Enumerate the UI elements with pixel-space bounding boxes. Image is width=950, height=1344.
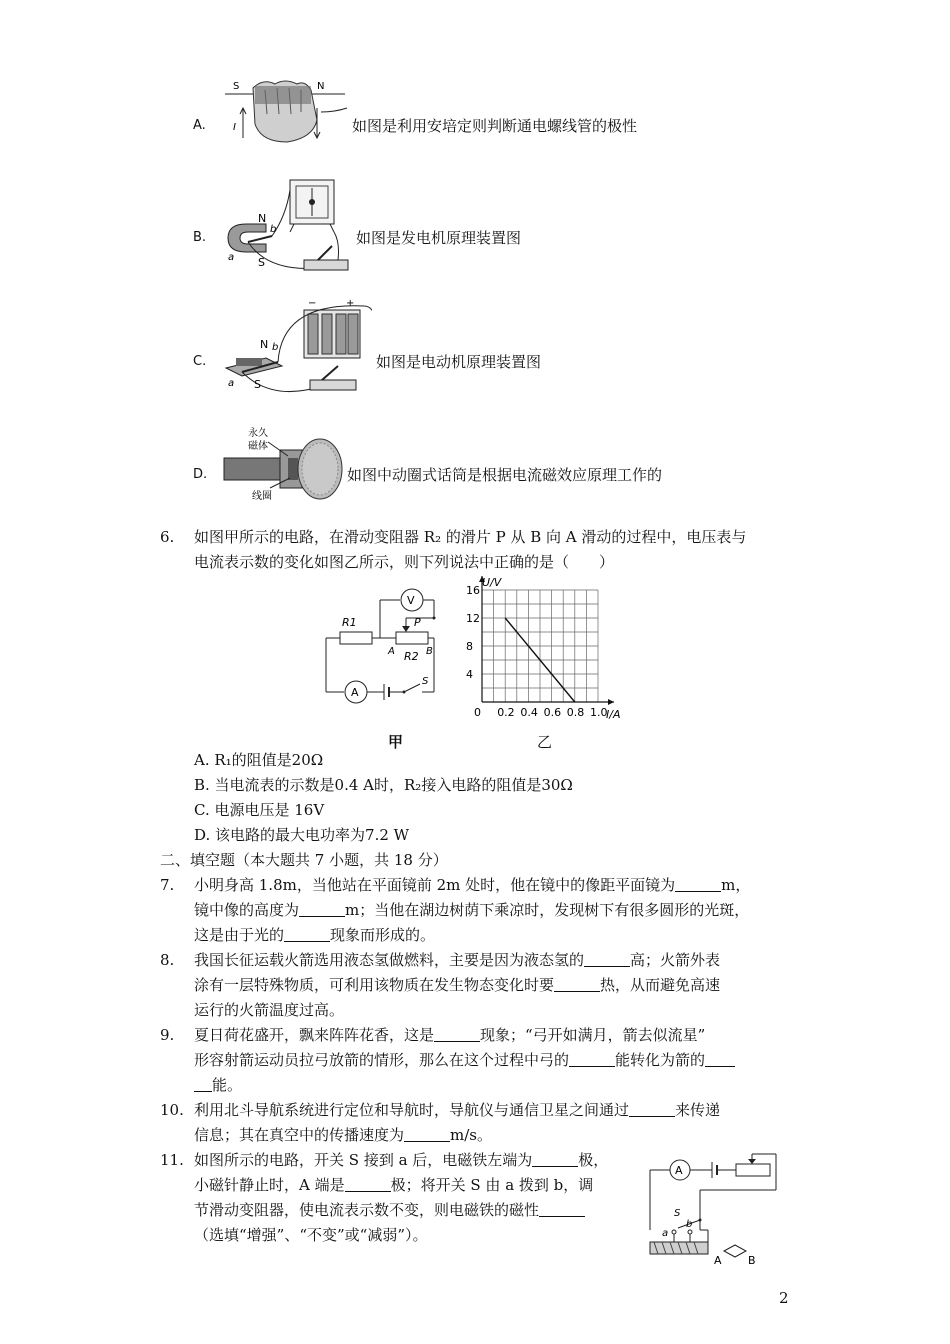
chart-x-tick-label: 0.6 — [543, 706, 562, 719]
q9-l2b: 能转化为箭的 — [615, 1051, 706, 1069]
chart-y-tick-label: 16 — [466, 584, 480, 597]
option-d-text: 如图中动圈式话筒是根据电流磁效应原理工作的 — [347, 466, 663, 484]
q8-number: 8. — [160, 951, 175, 969]
chart-x-arrow — [608, 699, 614, 705]
fig-a-i-label: I — [233, 122, 236, 133]
q11-l2a: 小磁针静止时，A 端是 — [194, 1176, 345, 1194]
page-number: 2 — [779, 1289, 789, 1307]
chart-axes — [479, 576, 614, 705]
q6-line-2: 电流表示数的变化如图乙所示，则下列说法中正确的是（ ） — [194, 553, 615, 571]
q11-a-label: a — [662, 1228, 669, 1239]
option-c-letter: C. — [193, 354, 207, 369]
q6-circuit-jia — [318, 588, 448, 710]
q11-ammeter-label: A — [675, 1164, 683, 1177]
q7-line-1 — [194, 875, 750, 895]
q9-l3: 能。 — [212, 1076, 243, 1094]
option-c-text: 如图是电动机原理装置图 — [376, 353, 542, 371]
ammeter-label: A — [351, 686, 359, 699]
q6-number: 6. — [160, 528, 175, 546]
motor-figure — [222, 296, 372, 400]
fig-c-s-label: S — [254, 378, 261, 391]
q7-blank-2[interactable] — [299, 901, 345, 917]
fig-d-citi-label: 磁体 — [248, 441, 268, 452]
option-d-letter: D. — [193, 467, 208, 482]
q11-b-label: b — [686, 1219, 693, 1230]
q9-blank-3a[interactable] — [705, 1051, 735, 1067]
q6-line-1: 如图甲所示的电路，在滑动变阻器 R₂ 的滑片 P 从 B 向 A 滑动的过程中，电压表与 — [194, 528, 747, 546]
fig-a-s-label: S — [233, 81, 240, 92]
q10-l1a: 利用北斗导航系统进行定位和导航时，导航仪与通信卫星之间通过 — [194, 1101, 630, 1119]
q7-blank-3[interactable] — [284, 926, 330, 942]
fig-c-minus-label: − — [308, 298, 317, 309]
q10-line-2 — [194, 1125, 492, 1145]
generator-figure — [222, 176, 352, 276]
voltmeter-label: V — [407, 594, 415, 607]
q11-line-1 — [194, 1150, 608, 1170]
q10-blank-1[interactable] — [629, 1101, 675, 1117]
q9-blank-2[interactable] — [569, 1051, 615, 1067]
q6-ui-chart — [460, 572, 630, 728]
q9-number: 9. — [160, 1026, 175, 1044]
switch-label: S — [422, 676, 429, 687]
q11-line-3 — [194, 1200, 585, 1220]
q9-line-3 — [194, 1075, 242, 1095]
chart-y-tick-label: 8 — [466, 640, 473, 653]
right-hand-rule-figure — [225, 78, 350, 148]
q8-line-1 — [194, 950, 720, 970]
q9-line-1 — [194, 1025, 705, 1045]
q9-l2a: 形容射箭运动员拉弓放箭的情形，那么在这个过程中弓的 — [194, 1051, 570, 1069]
fig-c-a-label: a — [228, 378, 235, 389]
q7-number: 7. — [160, 876, 175, 894]
q11-magnet-b-label: B — [748, 1254, 756, 1267]
caption-jia: 甲 — [388, 733, 404, 751]
q9-l1b: 现象；“弓开如满月，箭去似流星” — [480, 1026, 706, 1044]
q11-circuit — [640, 1150, 780, 1270]
fig-c-b-label: b — [272, 342, 279, 353]
fig-a-n-label: N — [317, 81, 325, 92]
q7-l1a: 小明身高 1.8m，当他站在平面镜前 2m 处时，他在镜中的像距平面镜为 — [194, 876, 676, 894]
q11-blank-1[interactable] — [532, 1151, 578, 1167]
q6-option-d: D. 该电路的最大电功率为7.2 W — [194, 826, 410, 844]
q7-l3a: 这是由于光的 — [194, 926, 285, 944]
terminal-a-label: A — [388, 646, 395, 657]
q10-l2a: 信息；其在真空中的传播速度为 — [194, 1126, 405, 1144]
q11-l3a: 节滑动变阻器，使电流表示数不变，则电磁铁的磁性 — [194, 1201, 540, 1219]
q11-blank-2[interactable] — [345, 1176, 391, 1192]
q8-blank-1[interactable] — [584, 951, 630, 967]
q11-magnet-a-label: A — [714, 1254, 722, 1267]
q10-l1b: 来传递 — [675, 1101, 721, 1119]
q9-blank-3b[interactable] — [194, 1076, 212, 1092]
chart-y-tick-label: 4 — [466, 668, 473, 681]
fig-b-s-label: S — [258, 256, 265, 269]
chart-x-tick-label: 0 — [474, 706, 481, 719]
q11-l2b: 极；将开关 S 由 a 拨到 b，调 — [390, 1176, 594, 1194]
slider-p-label: P — [414, 616, 421, 629]
chart-ylabel: U/V — [482, 576, 502, 589]
q10-blank-2[interactable] — [404, 1126, 450, 1142]
q7-l2a: 镜中像的高度为 — [194, 901, 300, 919]
q8-l1a: 我国长征运载火箭选用液态氢做燃料，主要是因为液态氢的 — [194, 951, 585, 969]
fig-b-b-label: b — [270, 224, 277, 235]
fig-b-n-label: N — [258, 212, 267, 225]
q8-l2b: 热，从而避免高速 — [600, 976, 721, 994]
q8-blank-2[interactable] — [554, 976, 600, 992]
q9-blank-1[interactable] — [434, 1026, 480, 1042]
q11-number: 11. — [160, 1151, 184, 1169]
q9-l1a: 夏日荷花盛开，飘来阵阵花香，这是 — [194, 1026, 435, 1044]
q7-line-3 — [194, 925, 435, 945]
q11-line-2 — [194, 1175, 593, 1195]
option-a-letter: A. — [193, 118, 206, 133]
q10-l2b: m/s。 — [450, 1126, 492, 1144]
microphone-figure — [222, 424, 346, 504]
caption-yi: 乙 — [537, 733, 553, 751]
r1-label: R1 — [342, 616, 357, 629]
option-b-text: 如图是发电机原理装置图 — [356, 229, 522, 247]
q11-l1a: 如图所示的电路，开关 S 接到 a 后，电磁铁左端为 — [194, 1151, 533, 1169]
q6-option-c: C. 电源电压是 16V — [194, 801, 325, 819]
chart-x-tick-label: 1.0 — [590, 706, 608, 719]
q6-option-a: A. R₁的阻值是20Ω — [194, 751, 324, 769]
q10-number: 10. — [160, 1101, 184, 1119]
q8-l2a: 涂有一层特殊物质，可利用该物质在发生物态变化时要 — [194, 976, 555, 994]
q8-line-3: 运行的火箭温度过高。 — [194, 1001, 345, 1019]
q7-line-2 — [194, 900, 749, 920]
q7-blank-1[interactable] — [675, 876, 721, 892]
q11-switch-label: S — [674, 1208, 681, 1219]
q11-l1b: 极， — [578, 1151, 609, 1169]
option-b-letter: B. — [193, 230, 207, 245]
chart-x-tick-label: 0.4 — [520, 706, 538, 719]
q10-line-1 — [194, 1100, 720, 1120]
q7-l3b: 现象而形成的。 — [330, 926, 436, 944]
q7-l2b: m；当他在湖边树荫下乘凉时，发现树下有很多圆形的光斑， — [345, 901, 750, 919]
chart-x-tick-label: 0.2 — [497, 706, 515, 719]
section-2-title: 二、填空题（本大题共 7 小题，共 18 分） — [160, 851, 448, 869]
q6-option-b: B. 当电流表的示数是0.4 A时，R₂接入电路的阻值是30Ω — [194, 776, 573, 794]
chart-x-tick-label: 0.8 — [566, 706, 585, 719]
r2-label: R2 — [404, 650, 419, 663]
chart-y-tick-label: 12 — [466, 612, 480, 625]
q11-blank-3[interactable] — [539, 1201, 585, 1217]
fig-b-a-label: a — [228, 252, 235, 263]
fig-d-yongjiu-label: 永久 — [248, 428, 268, 439]
fig-d-xianquan-label: 线圈 — [252, 491, 272, 502]
q8-line-2 — [194, 975, 720, 995]
q11-line-4: （选填“增强”、“不变”或“减弱”）。 — [194, 1226, 428, 1244]
fig-c-n-label: N — [260, 338, 269, 351]
q9-line-2 — [194, 1050, 735, 1070]
chart-xlabel: I/A — [606, 708, 621, 721]
fig-c-plus-label: + — [346, 298, 355, 309]
q7-l1b: m， — [721, 876, 751, 894]
chart-grid — [482, 590, 598, 702]
option-a-text: 如图是利用安培定则判断通电螺线管的极性 — [352, 117, 638, 135]
terminal-b-label: B — [426, 646, 433, 657]
q8-l1b: 高；火箭外表 — [630, 951, 721, 969]
